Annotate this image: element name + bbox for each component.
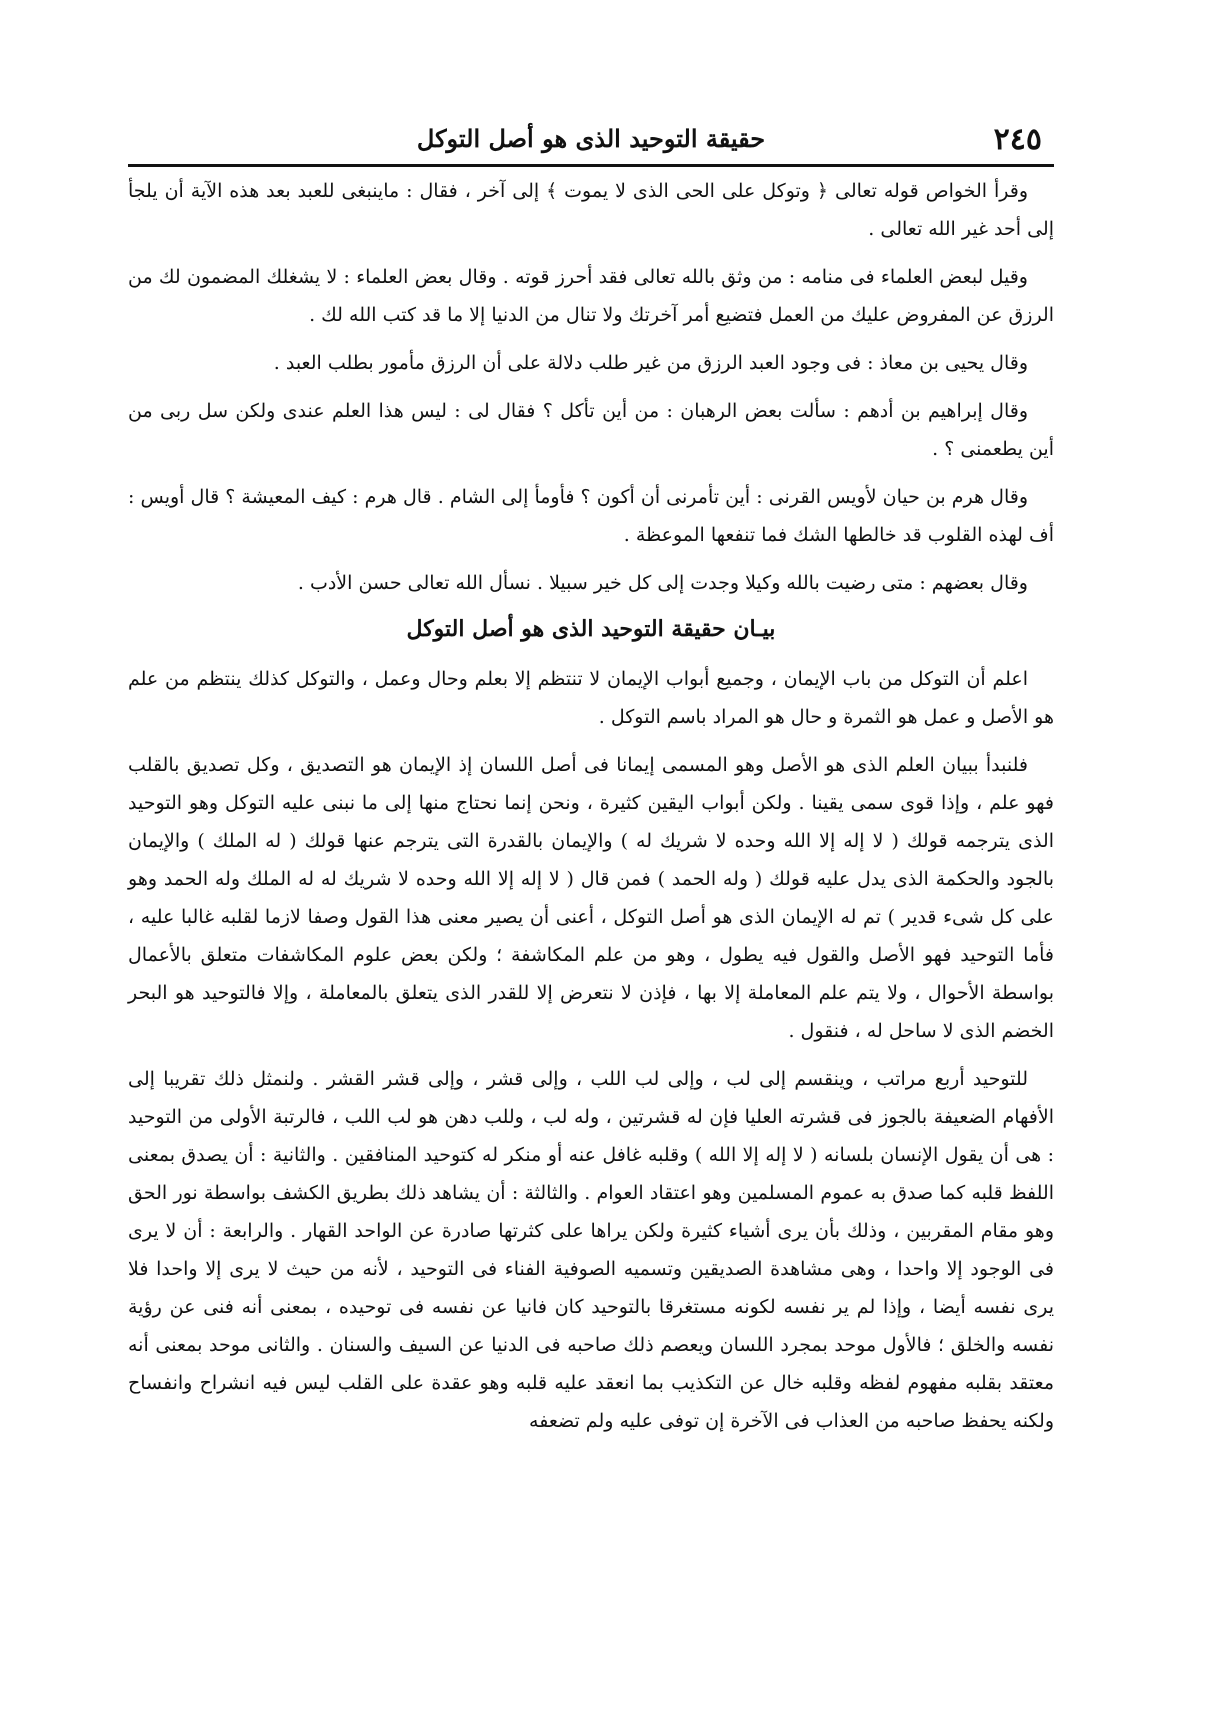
paragraph: وقال إبراهيم بن أدهم : سألت بعض الرهبان : من أين تأكل ؟ فقال لى : ليس هذا العلم عندى ولكن سل ربى من أين يطعمنى ؟ . [128,400,1054,460]
running-head [128,118,1054,172]
running-title: حقيقة التوحيد الذى هو أصل التوكل [416,124,766,153]
book-page [128,118,1054,1450]
section-paragraph: اعلم أن التوكل من باب الإيمان ، وجميع أبواب الإيمان لا تنتظم إلا بعلم وحال وعمل ، والتوكل كذلك ينتظم من علم هو الأصل و عمل هو الثمرة و حال هو المراد باسم التوكل . [128,668,1054,728]
section-paragraph: فلنبدأ ببيان العلم الذى هو الأصل وهو المسمى إيمانا فى أصل اللسان إذ الإيمان هو التصديق ، وكل تصديق بالقلب فهو علم ، وإذا قوى سمى يقينا . ولكن أبواب اليقين كثيرة ، ونحن إنما نحتاج منها إلى ما نبنى عليه التوكل وهو التوحيد الذى يترجمه قولك ( لا إله إلا الله وحده لا شريك له ) والإيمان بالقدرة التى يترجم عنها قولك ( له الملك ) والإيمان بالجود والحكمة الذى يدل عليه قولك ( وله الحمد ) فمن قال ( لا إله إلا الله وحده لا شريك له له الملك وله الحمد وهو على كل شىء قدير ) تم له الإيمان الذى هو أصل التوكل ، أعنى أن يصير معنى هذا القول وصفا لازما لقلبه غالبا عليه ، فأما التوحيد فهو الأصل والقول فيه يطول ، وهو من علم المكاشفة ؛ ولكن بعض علوم المكاشفات متعلق بالأعمال بواسطة الأحوال ، ولا يتم علم المعاملة إلا بها ، فإذن لا نتعرض إلا للقدر الذى يتعلق بالمعاملة ، وإلا فالتوحيد هو البحر الخضم الذى لا ساحل له ، فنقول . [128,754,1054,1042]
paragraph: وقرأ الخواص قوله تعالى ﴿ وتوكل على الحى الذى لا يموت ﴾ إلى آخر ، فقال : ماينبغى للعبد بعد هذه الآية أن يلجأ إلى أحد غير الله تعالى . [128,180,1054,240]
page-number: ٢٤٥ [993,122,1042,157]
section-heading: بيـان حقيقة التوحيد الذى هو أصل التوكل [406,616,776,642]
paragraph: وقال هرم بن حيان لأويس القرنى : أين تأمرنى أن أكون ؟ فأومأ إلى الشام . قال هرم : كيف المعيشة ؟ قال أويس : أف لهذه القلوب قد خالطها الشك فما تنفعها الموعظة . [128,486,1054,546]
paragraph: وقيل لبعض العلماء فى منامه : من وثق بالله تعالى فقد أحرز قوته . وقال بعض العلماء : لا يشغلك المضمون لك من الرزق عن المفروض عليك من العمل فتضيع أمر آخرتك ولا تنال من الدنيا إلا ما قد كتب الله لك . [128,266,1054,326]
paragraph: وقال يحيى بن معاذ : فى وجود العبد الرزق من غير طلب دلالة على أن الرزق مأمور بطلب العبد . [273,352,1028,374]
section-paragraph: للتوحيد أربع مراتب ، وينقسم إلى لب ، وإلى لب اللب ، وإلى قشر ، وإلى قشر القشر . ولنمثل ذلك تقريبا إلى الأفهام الضعيفة بالجوز فى قشرته العليا فإن له قشرتين ، وله لب ، وللب دهن هو لب اللب ، فالرتبة الأولى من التوحيد : هى أن يقول الإنسان بلسانه ( لا إله إلا الله ) وقلبه غافل عنه أو منكر له كتوحيد المنافقين . والثانية : أن يصدق بمعنى اللفظ قلبه كما صدق به عموم المسلمين وهو اعتقاد العوام . والثالثة : أن يشاهد ذلك بطريق الكشف بواسطة نور الحق وهو مقام المقربين ، وذلك بأن يرى أشياء كثيرة ولكن يراها على كثرتها صادرة عن الواحد القهار . والرابعة : أن لا يرى فى الوجود إلا واحدا ، وهى مشاهدة الصديقين وتسميه الصوفية الفناء فى التوحيد ، لأنه من حيث لا يرى إلا واحدا فلا يرى نفسه أيضا ، وإذا لم ير نفسه لكونه مستغرقا بالتوحيد كان فانيا عن نفسه فى توحيده ، بمعنى أنه فنى عن رؤية نفسه والخلق ؛ فالأول موحد بمجرد اللسان ويعصم ذلك صاحبه فى الدنيا عن السيف والسنان . والثانى موحد بمعنى أنه معتقد بقلبه مفهوم لفظه وقلبه خال عن التكذيب بما انعقد عليه قلبه وهو عقدة على القلب ليس فيه انشراح وانفساح ولكنه يحفظ صاحبه من العذاب فى الآخرة إن توفى عليه ولم تضعفه [128,1068,1054,1432]
header-rule [128,164,1054,167]
paragraph: وقال بعضهم : متى رضيت بالله وكيلا وجدت إلى كل خير سبيلا . نسأل الله تعالى حسن الأدب . [297,572,1028,594]
page-body [128,172,1054,1440]
